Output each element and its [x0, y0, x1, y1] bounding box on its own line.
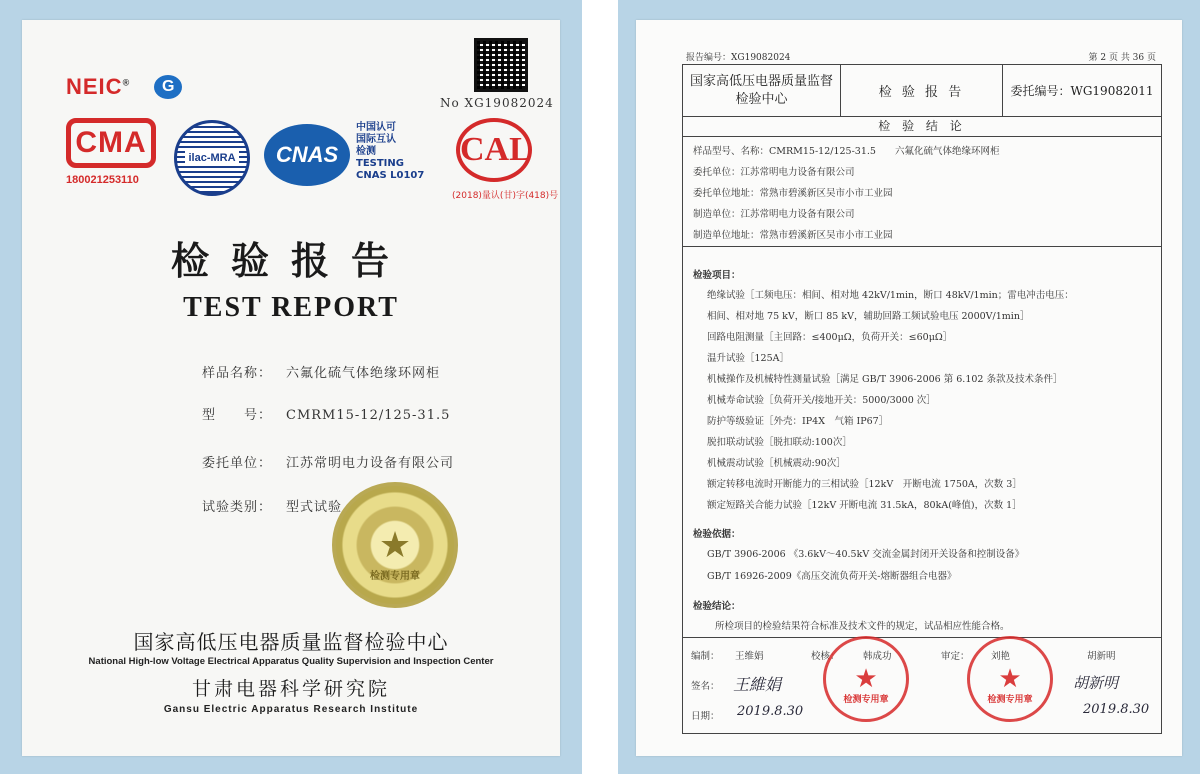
basic-line: 委托单位地址：常熟市碧溪新区吴市小市工业园 — [693, 188, 893, 199]
page-header — [686, 50, 1156, 63]
cma-number: 180021253110 — [66, 174, 139, 186]
org-name-cn: 国家高低压电器质量监督检验中心 — [133, 630, 449, 654]
test-item: 防护等级验证［外壳：IP4X 气箱 IP67］ — [707, 416, 889, 427]
basic-line: 委托单位：江苏常明电力设备有限公司 — [693, 167, 855, 178]
test-item: 额定转移电流时开断能力的三相试验［12kV 开断电流 1750A，次数 3］ — [707, 479, 1022, 490]
test-item: 绝缘试验［工频电压：相间、相对地 42kV/1min，断口 48kV/1min；雷电冲击电压： — [707, 290, 1074, 301]
handwritten-date: 2019.8.30 — [737, 704, 804, 719]
g-emblem-icon: G — [154, 75, 182, 99]
test-item: 脱扣联动试验［脱扣联动:100次］ — [707, 437, 852, 448]
certification-marks — [66, 118, 559, 206]
report-number: 报告编号：XG19082024 — [686, 53, 791, 63]
conclusion-panel — [618, 0, 1200, 774]
basic-info — [683, 137, 1161, 247]
signature-block: 编制： 王维娟 校核： 韩成功 审定： 刘艳 胡新明 签名： 日期： 2019.8.30 2019.8.30 王維娟 胡新明 ★ 检测专用章 ★ 检测专用章 — [683, 637, 1161, 733]
test-item: 机械寿命试验［负荷开关/接地开关：5000/3000 次］ — [707, 395, 936, 406]
red-seal: ★ 检测专用章 — [823, 636, 909, 722]
cal-number: (2018)量认(甘)字(418)号 — [452, 191, 559, 201]
conclusion-page — [636, 20, 1182, 756]
standard-item: GB/T 16926-2009《高压交流负荷开关-熔断器组合电器》 — [707, 571, 957, 582]
test-item: 机械操作及机械特性测量试验［满足 GB/T 3906-2006 第 6.102 条款及技术条件］ — [707, 374, 1063, 385]
basis-title: 检验依据： — [693, 529, 741, 540]
signature-mark: 王維娟 — [733, 675, 782, 694]
field-sample-name: 样品名称： 六氟化硫气体绝缘环网柜 — [202, 366, 441, 381]
panel-gap — [582, 0, 618, 774]
standard-item: GB/T 3906-2006 《3.6kV～40.5kV 交流金属封闭开关设备和控制设备》 — [707, 549, 1025, 560]
cover-panel — [0, 0, 582, 774]
report-serial: No XG19082024 — [440, 96, 554, 110]
basic-line: 制造单位：江苏常明电力设备有限公司 — [693, 209, 855, 220]
cover-title-cn: 检验报告 — [170, 239, 411, 283]
field-client: 委托单位： 江苏常明电力设备有限公司 — [202, 456, 455, 471]
conclusion-label: 检验结论： — [693, 601, 741, 612]
cma-logo: CMA — [66, 118, 156, 168]
cal-logo: CAL — [456, 118, 532, 182]
red-seal: ★ 检测专用章 — [967, 636, 1053, 722]
institute-name-en: Gansu Electric Apparatus Research Institute — [163, 704, 419, 715]
cnas-logo: CNAS — [264, 124, 350, 186]
header-title: 检 验 报 告 — [841, 65, 1003, 116]
star-icon: ★ — [854, 664, 878, 694]
star-icon: ★ — [998, 664, 1022, 694]
page-info: 第 2 页 共 36 页 — [1088, 53, 1156, 63]
cover-title-en: TEST REPORT — [183, 292, 399, 323]
header-entrust-no: 委托编号：WG19082011 — [1010, 84, 1154, 98]
org-name-en: National High-low Voltage Electrical Apparatus Quality Supervision and Inspection Center — [88, 656, 494, 667]
conclusion-table — [682, 64, 1162, 734]
qr-code-icon — [474, 38, 528, 92]
basic-line: 制造单位地址：常熟市碧溪新区吴市小市工业园 — [693, 230, 893, 241]
report-body — [683, 247, 1161, 644]
handwritten-date: 2019.8.30 — [1083, 702, 1150, 717]
field-model: 型 号： CMRM15-12/125-31.5 — [202, 408, 451, 423]
test-item: 回路电阻测量［主回路：≤400μΩ，负荷开关：≤60μΩ］ — [707, 332, 953, 343]
basic-line: 样品型号、名称：CMRM15-12/125-31.5 六氟化硫气体绝缘环网柜 — [693, 146, 1000, 157]
header-org: 国家高低压电器质量监督检验中心 — [683, 65, 841, 116]
test-item: 温升试验［125A］ — [707, 353, 789, 364]
neic-logo: NEIC® — [66, 74, 131, 99]
test-item: 相间、相对地 75 kV，断口 85 kV，辅助回路工频试验电压 2000V/1min］ — [707, 311, 1030, 322]
logo-row — [66, 74, 182, 100]
ilac-mra-logo: ilac-MRA — [174, 120, 250, 196]
test-item: 额定短路关合能力试验［12kV 开断电流 31.5kA，80kA(峰值)，次数 1］ — [707, 500, 1022, 511]
items-title: 检验项目： — [693, 270, 741, 281]
star-icon: ★ — [378, 524, 412, 566]
gold-seal: ★ 检测专用章 — [332, 482, 458, 608]
table-header — [683, 65, 1161, 117]
cover-page — [22, 20, 560, 756]
field-test-type: 试验类别： 型式试验 — [202, 500, 343, 515]
conclusion-text: 所检项目的检验结果符合标准及技术文件的规定，试品相应性能合格。 — [715, 621, 1010, 632]
conclusion-title: 检 验 结 论 — [683, 117, 1161, 137]
cma-mark — [66, 118, 156, 186]
signature-mark: 胡新明 — [1073, 674, 1119, 692]
cnas-text: 中国认可 国际互认 检测 TESTING CNAS L0107 — [356, 122, 425, 181]
test-item: 机械震动试验［机械震动:90次］ — [707, 458, 846, 469]
institute-name-cn: 甘肃电器科学研究院 — [191, 678, 390, 700]
